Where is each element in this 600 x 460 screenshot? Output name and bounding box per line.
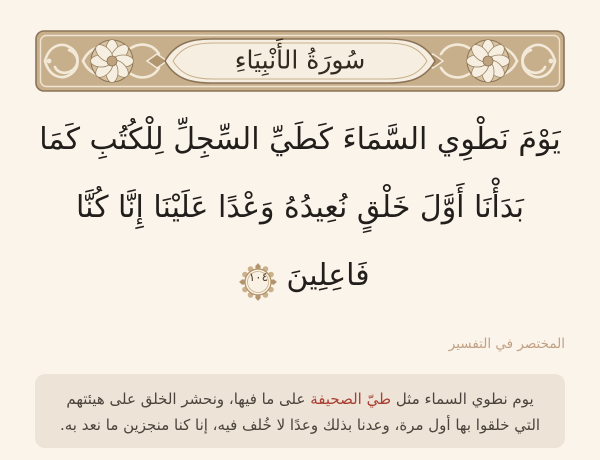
verse-line-2: بَدَأْنَا أَوَّلَ خَلْقٍ نُعِيدُهُ وَعْدًا عَلَيْنَا إِنَّا كُنَّا bbox=[76, 190, 524, 225]
surah-header-frame bbox=[35, 30, 565, 92]
tafsir-text-before: يوم نطوي السماء مثل bbox=[391, 390, 534, 408]
ayah-number: ١٠٤ bbox=[248, 269, 269, 284]
verse-text-block bbox=[0, 106, 600, 310]
tafsir-source-label: المختصر في التفسير bbox=[448, 336, 565, 352]
verse-line-1: يَوْمَ نَطْوِي السَّمَاءَ كَطَيِّ السِّجِلِّ لِلْكُتُبِ كَمَا bbox=[39, 122, 561, 157]
tafsir-highlight: طيّ الصحيفة bbox=[310, 390, 392, 408]
ayah-number-medallion bbox=[239, 258, 277, 296]
tafsir-box bbox=[35, 374, 565, 448]
verse-line-3-text: فَاعِلِينَ bbox=[286, 258, 370, 293]
tafsir-text bbox=[59, 386, 541, 438]
surah-title: سُورَةُ الأَنْبِيَاءِ bbox=[234, 45, 366, 75]
verse-line-3 bbox=[0, 242, 600, 310]
tafsir-text-after: على ما فيها، ونحشر الخلق على هيئتهم التي خلقوا بها أول مرة، وعدنا بذلك وعدًا لا خُلف فيه، إنا كنا منجزين ما نعد به. bbox=[59, 390, 541, 434]
